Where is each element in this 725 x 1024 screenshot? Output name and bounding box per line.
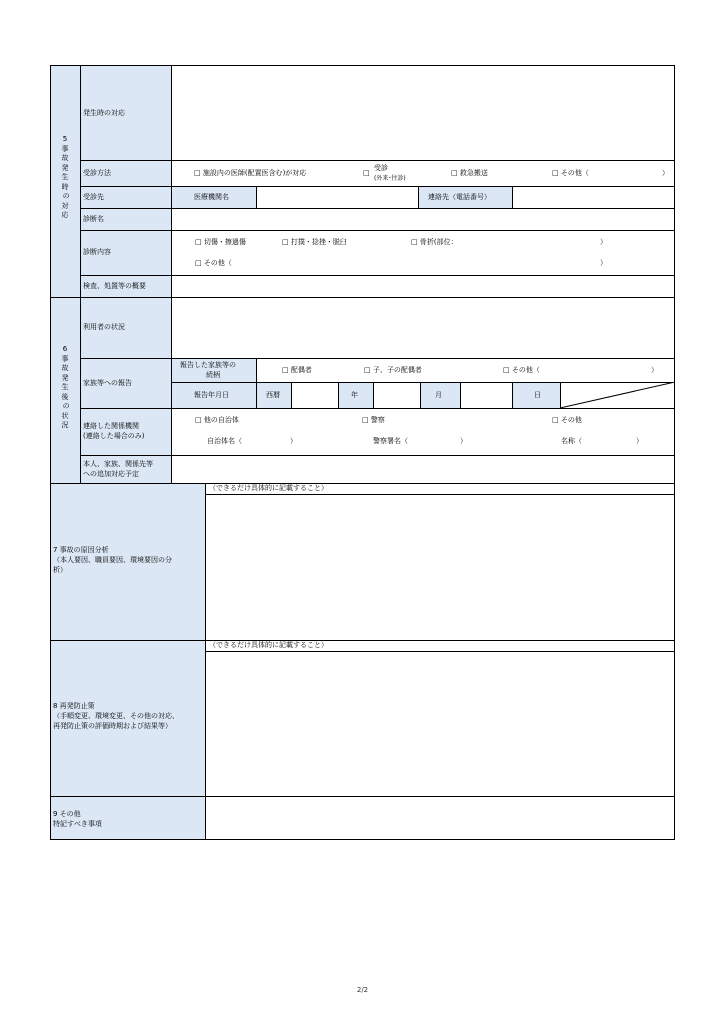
- visit-dest-label: 受診先: [83, 193, 104, 201]
- medical-org-label: 医療機関名: [194, 193, 229, 201]
- response-label: 発生時の対応: [83, 109, 125, 117]
- diag-opt-other[interactable]: □ その他（: [195, 259, 232, 267]
- visit-opt-ambulance[interactable]: □ 救急搬送: [451, 169, 488, 177]
- report-date-label: 報告年月日: [194, 391, 229, 399]
- contact-label: 連絡先（電話番号）: [428, 193, 491, 201]
- diagnosis-name-field[interactable]: [172, 209, 674, 229]
- sec6-title: 6 事 故 発 生 後 の 状 況: [61, 345, 70, 429]
- fam-opt-other[interactable]: □ その他（: [503, 366, 540, 374]
- family-report-label: 家族等への報告: [83, 379, 132, 387]
- sec9-field[interactable]: [206, 797, 674, 839]
- sec8-label-3: 再発防止策の評価時期および結果等）: [53, 722, 172, 730]
- visit-opt-facility-doctor[interactable]: □ 施設内の医師(配置医含む)が対応: [194, 169, 307, 177]
- sec7-label-2: （本人要因、職員要因、環境要因の分: [53, 556, 172, 564]
- exam-field[interactable]: [172, 276, 674, 296]
- sec9-label-2: 特記すべき事項: [53, 820, 102, 828]
- fam-opt-other-close: ）: [651, 366, 658, 374]
- day-label: 日: [534, 391, 541, 399]
- diagnosis-name-label: 診断名: [83, 215, 104, 223]
- followup-field[interactable]: [172, 456, 674, 482]
- year-field[interactable]: [292, 383, 337, 407]
- contact-field[interactable]: [513, 187, 674, 207]
- diag-opt-fracture-close: ）: [600, 238, 607, 246]
- org-sub-police: 警察署名（: [373, 437, 408, 445]
- org-sub-municipality-close: ）: [290, 437, 297, 445]
- diag-opt-fracture[interactable]: □ 骨折(部位：: [411, 238, 458, 246]
- reported-family-label-1: 報告した家族等の: [180, 361, 236, 369]
- sec8-hint: （できるだけ具体的に記載すること）: [209, 641, 328, 649]
- month-field[interactable]: [374, 383, 419, 407]
- sec7-field[interactable]: [206, 495, 674, 639]
- page-number: 2/2: [356, 986, 369, 994]
- sec7-label-1: 7 事故の原因分析: [53, 546, 109, 554]
- visit-opt-other-close: ）: [662, 169, 669, 177]
- reported-family-label-2: 続柄: [206, 371, 220, 379]
- date-diagonal-line: [560, 382, 675, 408]
- visit-method-label: 受診方法: [83, 169, 111, 177]
- org-opt-police[interactable]: □ 警察: [362, 416, 385, 424]
- user-status-label: 利用者の状況: [83, 323, 125, 331]
- visit-opt-outpatient-checkbox[interactable]: □: [363, 169, 370, 177]
- visit-opt-other[interactable]: □ その他（: [552, 169, 589, 177]
- followup-label-1: 本人、家族、関係先等: [83, 460, 153, 468]
- org-sub-other-close: ）: [636, 437, 643, 445]
- orgs-label-2: (連絡した場合のみ): [83, 432, 145, 440]
- month-label: 月: [435, 391, 442, 399]
- sec7-hint: （できるだけ具体的に記載すること）: [209, 484, 328, 492]
- sec8-label-1: 8 再発防止策: [53, 702, 95, 710]
- day-field[interactable]: [461, 383, 511, 407]
- sec8-field[interactable]: [206, 652, 674, 795]
- followup-label-2: への追加対応予定: [83, 470, 139, 478]
- org-sub-police-close: ）: [460, 437, 467, 445]
- org-opt-other[interactable]: □ その他: [552, 416, 582, 424]
- exam-label: 検査、処置等の概要: [83, 282, 146, 290]
- visit-opt-outpatient-bottom: (外来･往診): [374, 175, 406, 182]
- era-label: 西暦: [266, 391, 280, 399]
- diag-opt-cut[interactable]: □ 切傷・擦過傷: [195, 238, 246, 246]
- sec5-title: 5 事 故 発 生 時 の 対 応: [61, 135, 70, 219]
- diag-opt-bruise[interactable]: □ 打撲・捻挫・脱臼: [282, 238, 347, 246]
- org-sub-municipality: 自治体名（: [207, 437, 242, 445]
- orgs-label-1: 連絡した関係機関: [83, 422, 139, 430]
- sec7-label-3: 析）: [53, 566, 67, 574]
- visit-opt-outpatient-top: 受診: [374, 164, 388, 172]
- org-opt-municipality[interactable]: □ 他の自治体: [195, 416, 239, 424]
- diagnosis-detail-label: 診断内容: [83, 248, 111, 256]
- org-sub-other: 名称（: [561, 437, 582, 445]
- sec8-label-2: （手順変更、環境変更、その他の対応、: [53, 712, 179, 720]
- sec9-label-1: 9 その他: [53, 810, 81, 818]
- fam-opt-spouse[interactable]: □ 配偶者: [282, 366, 312, 374]
- year-label: 年: [351, 391, 358, 399]
- fam-opt-child[interactable]: □ 子、子の配偶者: [364, 366, 422, 374]
- response-field[interactable]: [172, 66, 674, 159]
- user-status-field[interactable]: [172, 298, 674, 357]
- diag-opt-other-close: ）: [600, 259, 607, 267]
- medical-org-field[interactable]: [257, 187, 417, 207]
